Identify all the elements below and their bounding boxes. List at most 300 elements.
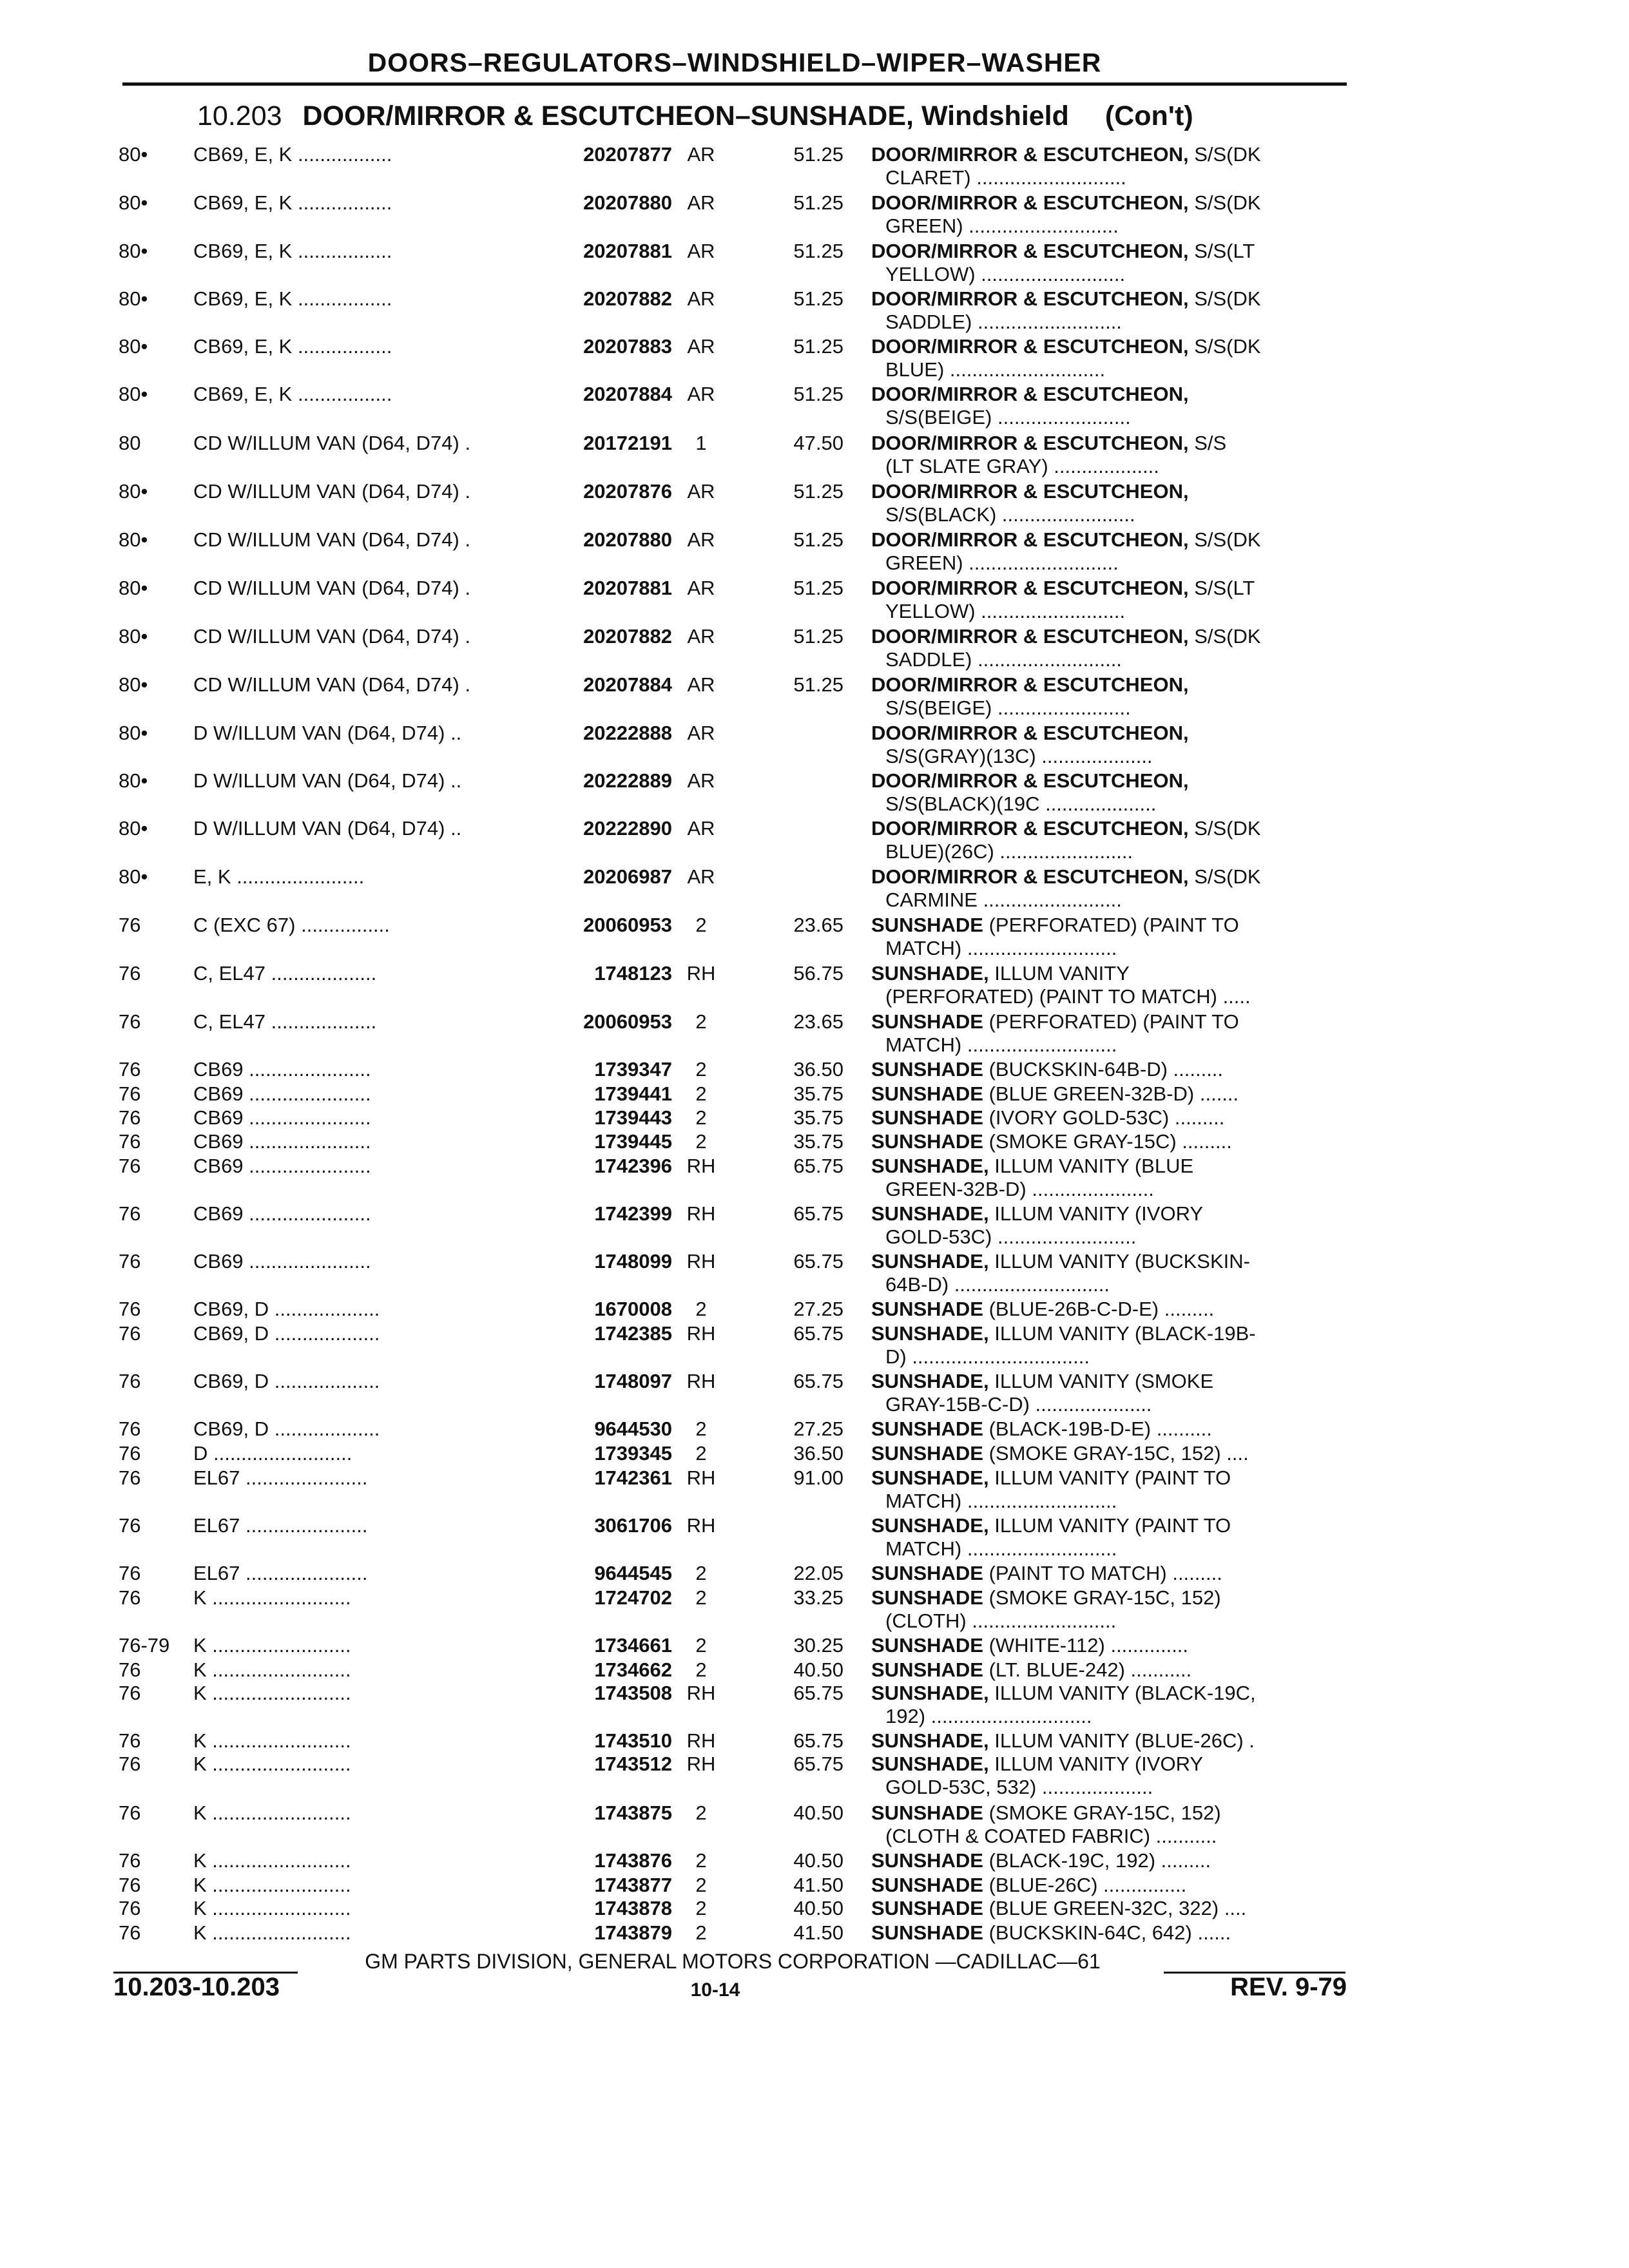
row-price: 40.50 — [793, 1849, 843, 1872]
row-quantity: RH — [686, 962, 716, 985]
table-row — [0, 914, 1629, 959]
table-row — [0, 1130, 1629, 1156]
row-description-continued: (CLOTH & COATED FABRIC) ........... — [885, 1825, 1217, 1847]
row-model: CB69 ...................... — [193, 1058, 371, 1081]
row-quantity: 2 — [695, 1298, 707, 1320]
row-price: 51.25 — [793, 577, 843, 599]
footer-section-range: 10.203-10.203 — [113, 1973, 280, 2001]
table-row — [0, 1586, 1629, 1632]
row-part-number: 1743877 — [594, 1874, 672, 1896]
row-model: K ......................... — [193, 1729, 351, 1752]
row-model: EL67 ...................... — [193, 1562, 368, 1584]
row-description: DOOR/MIRROR & ESCUTCHEON, S/S(DK — [871, 287, 1261, 310]
row-quantity: RH — [686, 1753, 716, 1775]
section-title: DOOR/MIRROR & ESCUTCHEON–SUNSHADE, — [302, 101, 914, 131]
row-model: K ......................... — [193, 1849, 351, 1872]
row-quantity: 2 — [695, 1897, 707, 1919]
row-model: D ......................... — [193, 1442, 352, 1465]
row-year: 76 — [119, 1753, 141, 1775]
row-price: 65.75 — [793, 1155, 843, 1177]
row-price: 65.75 — [793, 1250, 843, 1273]
row-model: EL67 ...................... — [193, 1466, 368, 1489]
table-row — [0, 1802, 1629, 1847]
row-year: 76 — [119, 1058, 141, 1081]
section-continued: (Con't) — [1104, 101, 1193, 131]
table-row — [0, 1897, 1629, 1923]
row-model: K ......................... — [193, 1897, 351, 1919]
table-row — [0, 625, 1629, 671]
row-quantity: 2 — [695, 1418, 707, 1440]
row-quantity: 2 — [695, 1586, 707, 1609]
row-year: 80• — [119, 577, 148, 599]
row-price: 51.25 — [793, 673, 843, 696]
row-price: 65.75 — [793, 1370, 843, 1392]
row-description: SUNSHADE (SMOKE GRAY-15C, 152) — [871, 1802, 1221, 1824]
row-quantity: RH — [686, 1322, 716, 1345]
row-year: 80• — [119, 383, 148, 405]
row-model: CB69, E, K ................. — [193, 383, 392, 405]
row-part-number: 1743875 — [594, 1802, 672, 1824]
table-row — [0, 1514, 1629, 1560]
row-quantity: 2 — [695, 1106, 707, 1129]
table-row — [0, 1753, 1629, 1798]
row-description: SUNSHADE, ILLUM VANITY (SMOKE — [871, 1370, 1214, 1392]
row-model: CB69, E, K ................. — [193, 191, 392, 214]
table-row — [0, 383, 1629, 428]
row-description: DOOR/MIRROR & ESCUTCHEON, S/S(LT — [871, 240, 1255, 262]
row-description-continued: MATCH) ........................... — [885, 937, 1117, 959]
row-price: 35.75 — [793, 1106, 843, 1129]
row-model: K ......................... — [193, 1634, 351, 1657]
row-part-number: 20207877 — [583, 143, 672, 166]
row-year: 80• — [119, 625, 148, 648]
row-description: DOOR/MIRROR & ESCUTCHEON, S/S(DK — [871, 191, 1261, 214]
row-model: CB69 ...................... — [193, 1106, 371, 1129]
row-description: SUNSHADE, ILLUM VANITY — [871, 962, 1130, 985]
table-row — [0, 1370, 1629, 1416]
row-description: SUNSHADE, ILLUM VANITY (IVORY — [871, 1753, 1204, 1775]
row-model: D W/ILLUM VAN (D64, D74) .. — [193, 817, 462, 840]
row-quantity: AR — [687, 528, 715, 551]
table-row — [0, 1682, 1629, 1727]
row-model: CB69, E, K ................. — [193, 240, 392, 262]
row-description-continued: BLUE) ............................ — [885, 358, 1106, 381]
row-part-number: 1748097 — [594, 1370, 672, 1392]
row-year: 76 — [119, 1562, 141, 1584]
table-row — [0, 962, 1629, 1008]
row-description-continued: SADDLE) .......................... — [885, 648, 1122, 671]
row-price: 41.50 — [793, 1874, 843, 1896]
row-price: 51.25 — [793, 480, 843, 503]
row-part-number: 20207883 — [583, 335, 672, 358]
row-model: CD W/ILLUM VAN (D64, D74) . — [193, 673, 471, 696]
row-quantity: RH — [686, 1250, 716, 1273]
row-part-number: 1743508 — [594, 1682, 672, 1704]
table-row — [0, 1874, 1629, 1899]
row-price: 65.75 — [793, 1322, 843, 1345]
row-year: 76 — [119, 1682, 141, 1704]
row-part-number: 1743876 — [594, 1849, 672, 1872]
row-year: 76 — [119, 1729, 141, 1752]
row-model: CB69, E, K ................. — [193, 143, 392, 166]
row-quantity: AR — [687, 480, 715, 503]
row-year: 76 — [119, 1010, 141, 1033]
row-quantity: AR — [687, 722, 715, 744]
row-price: 41.50 — [793, 1921, 843, 1944]
footer-revision: REV. 9-79 — [1230, 1973, 1347, 2001]
row-part-number: 1734661 — [594, 1634, 672, 1657]
row-quantity: AR — [687, 143, 715, 166]
row-quantity: RH — [686, 1682, 716, 1704]
row-model: CB69 ...................... — [193, 1250, 371, 1273]
row-description: SUNSHADE (BLUE GREEN-32B-D) ....... — [871, 1082, 1239, 1105]
row-model: CD W/ILLUM VAN (D64, D74) . — [193, 480, 471, 503]
table-row — [0, 1106, 1629, 1132]
row-year: 76 — [119, 1250, 141, 1273]
row-year: 76 — [119, 1082, 141, 1105]
table-row — [0, 1058, 1629, 1084]
row-price: 56.75 — [793, 962, 843, 985]
row-quantity: RH — [686, 1155, 716, 1177]
row-model: K ......................... — [193, 1682, 351, 1704]
row-part-number: 1743879 — [594, 1921, 672, 1944]
row-model: D W/ILLUM VAN (D64, D74) .. — [193, 722, 462, 744]
table-row — [0, 480, 1629, 526]
row-description-continued: MATCH) ........................... — [885, 1537, 1117, 1560]
row-description: DOOR/MIRROR & ESCUTCHEON, S/S(DK — [871, 335, 1261, 358]
row-quantity: 2 — [695, 1921, 707, 1944]
row-quantity: 2 — [695, 1082, 707, 1105]
table-row — [0, 1010, 1629, 1056]
row-part-number: 1742399 — [594, 1202, 672, 1225]
row-year: 80• — [119, 722, 148, 744]
row-description-continued: YELLOW) .......................... — [885, 263, 1126, 285]
table-row — [0, 1658, 1629, 1684]
row-description: SUNSHADE, ILLUM VANITY (BLACK-19C, — [871, 1682, 1256, 1704]
row-description: DOOR/MIRROR & ESCUTCHEON, — [871, 480, 1189, 503]
row-part-number: 1739345 — [594, 1442, 672, 1465]
row-model: EL67 ...................... — [193, 1514, 368, 1537]
table-row — [0, 1466, 1629, 1512]
row-model: CB69, E, K ................. — [193, 335, 392, 358]
row-price: 51.25 — [793, 335, 843, 358]
row-description-continued: D) ................................ — [885, 1345, 1090, 1368]
row-description-continued: S/S(BLACK)(19C .................... — [885, 793, 1157, 815]
row-year: 76 — [119, 1418, 141, 1440]
row-quantity: 2 — [695, 1058, 707, 1081]
row-quantity: RH — [686, 1514, 716, 1537]
row-description-continued: SADDLE) .......................... — [885, 311, 1122, 333]
table-row — [0, 287, 1629, 333]
row-description-continued: 64B-D) ............................ — [885, 1273, 1110, 1296]
row-price: 30.25 — [793, 1634, 843, 1657]
row-year: 76 — [119, 1155, 141, 1177]
row-part-number: 20207881 — [583, 240, 672, 262]
row-quantity: AR — [687, 335, 715, 358]
row-description: SUNSHADE (BLACK-19B-D-E) .......... — [871, 1418, 1212, 1440]
row-model: E, K ....................... — [193, 865, 365, 888]
row-model: K ......................... — [193, 1658, 351, 1681]
table-row — [0, 143, 1629, 189]
row-model: K ......................... — [193, 1921, 351, 1944]
row-part-number: 20207880 — [583, 528, 672, 551]
table-row — [0, 335, 1629, 381]
row-price: 51.25 — [793, 287, 843, 310]
row-part-number: 20060953 — [583, 914, 672, 936]
row-description-continued: GREEN) ........................... — [885, 552, 1119, 574]
row-model: CB69, D ................... — [193, 1322, 380, 1345]
table-row — [0, 1634, 1629, 1660]
table-row — [0, 1921, 1629, 1947]
row-description: DOOR/MIRROR & ESCUTCHEON, — [871, 383, 1189, 405]
row-part-number: 20207880 — [583, 191, 672, 214]
row-quantity: AR — [687, 577, 715, 599]
row-quantity: 2 — [695, 1634, 707, 1657]
row-description: SUNSHADE (BLACK-19C, 192) ......... — [871, 1849, 1211, 1872]
row-description: SUNSHADE (PERFORATED) (PAINT TO — [871, 1010, 1239, 1033]
row-model: C, EL47 ................... — [193, 1010, 377, 1033]
row-year: 76 — [119, 962, 141, 985]
row-price: 23.65 — [793, 1010, 843, 1033]
row-price: 51.25 — [793, 191, 843, 214]
row-model: C (EXC 67) ................ — [193, 914, 390, 936]
row-description: SUNSHADE (IVORY GOLD-53C) ......... — [871, 1106, 1225, 1129]
row-description: DOOR/MIRROR & ESCUTCHEON, S/S(DK — [871, 528, 1261, 551]
row-price: 40.50 — [793, 1802, 843, 1824]
section-subtitle: Windshield — [914, 101, 1069, 131]
row-quantity: AR — [687, 865, 715, 888]
row-year: 80• — [119, 240, 148, 262]
row-description: SUNSHADE (PAINT TO MATCH) ......... — [871, 1562, 1222, 1584]
row-price: 51.25 — [793, 143, 843, 166]
row-description: DOOR/MIRROR & ESCUTCHEON, — [871, 673, 1189, 696]
table-row — [0, 1202, 1629, 1248]
row-model: CB69, D ................... — [193, 1418, 380, 1440]
row-model: CD W/ILLUM VAN (D64, D74) . — [193, 625, 471, 648]
row-part-number: 1742385 — [594, 1322, 672, 1345]
table-row — [0, 577, 1629, 622]
row-model: D W/ILLUM VAN (D64, D74) .. — [193, 769, 462, 792]
row-description: DOOR/MIRROR & ESCUTCHEON, S/S — [871, 432, 1227, 454]
row-model: CB69 ...................... — [193, 1202, 371, 1225]
row-year: 76 — [119, 1874, 141, 1896]
row-description: SUNSHADE, ILLUM VANITY (BUCKSKIN- — [871, 1250, 1250, 1273]
row-description-continued: MATCH) ........................... — [885, 1033, 1117, 1056]
row-description: DOOR/MIRROR & ESCUTCHEON, S/S(DK — [871, 625, 1261, 648]
row-part-number: 20207881 — [583, 577, 672, 599]
row-part-number: 1670008 — [594, 1298, 672, 1320]
row-model: CB69, E, K ................. — [193, 287, 392, 310]
table-row — [0, 1322, 1629, 1368]
row-model: CD W/ILLUM VAN (D64, D74) . — [193, 577, 471, 599]
table-row — [0, 1729, 1629, 1755]
row-part-number: 20222889 — [583, 769, 672, 792]
row-part-number: 1743512 — [594, 1753, 672, 1775]
row-year: 80• — [119, 143, 148, 166]
row-year: 80• — [119, 287, 148, 310]
row-price: 40.50 — [793, 1897, 843, 1919]
row-quantity: 2 — [695, 1442, 707, 1465]
row-price: 65.75 — [793, 1202, 843, 1225]
row-part-number: 20207882 — [583, 287, 672, 310]
row-year: 76 — [119, 1298, 141, 1320]
row-part-number: 1742396 — [594, 1155, 672, 1177]
row-quantity: 2 — [695, 1802, 707, 1824]
row-quantity: AR — [687, 383, 715, 405]
row-model: C, EL47 ................... — [193, 962, 377, 985]
table-row — [0, 1442, 1629, 1468]
row-part-number: 20172191 — [583, 432, 672, 454]
row-year: 76-79 — [119, 1634, 170, 1657]
row-description-continued: GOLD-53C, 532) .................... — [885, 1776, 1153, 1798]
row-quantity: RH — [686, 1466, 716, 1489]
row-model: CB69 ...................... — [193, 1155, 371, 1177]
row-year: 76 — [119, 1442, 141, 1465]
row-price: 51.25 — [793, 240, 843, 262]
row-model: CB69 ...................... — [193, 1082, 371, 1105]
table-row — [0, 1155, 1629, 1200]
row-part-number: 1743878 — [594, 1897, 672, 1919]
row-quantity: RH — [686, 1729, 716, 1752]
table-row — [0, 240, 1629, 285]
row-model: K ......................... — [193, 1753, 351, 1775]
row-part-number: 20207882 — [583, 625, 672, 648]
row-description-continued: CLARET) ........................... — [885, 166, 1126, 189]
row-quantity: RH — [686, 1370, 716, 1392]
row-year: 76 — [119, 1897, 141, 1919]
row-description: DOOR/MIRROR & ESCUTCHEON, — [871, 722, 1189, 744]
row-year: 76 — [119, 1370, 141, 1392]
row-part-number: 20206987 — [583, 865, 672, 888]
row-price: 36.50 — [793, 1058, 843, 1081]
row-part-number: 20207884 — [583, 673, 672, 696]
row-model: K ......................... — [193, 1586, 351, 1609]
row-year: 76 — [119, 1130, 141, 1153]
table-row — [0, 722, 1629, 767]
row-price: 51.25 — [793, 383, 843, 405]
row-description-continued: S/S(BEIGE) ........................ — [885, 406, 1131, 428]
row-year: 76 — [119, 1586, 141, 1609]
row-description-continued: GRAY-15B-C-D) ..................... — [885, 1393, 1152, 1416]
row-description-continued: S/S(BLACK) ........................ — [885, 503, 1135, 526]
row-quantity: AR — [687, 191, 715, 214]
row-description: SUNSHADE (SMOKE GRAY-15C, 152) — [871, 1586, 1221, 1609]
row-description-continued: (CLOTH) .......................... — [885, 1610, 1117, 1632]
row-model: CB69, D ................... — [193, 1370, 380, 1392]
row-price: 27.25 — [793, 1298, 843, 1320]
table-row — [0, 1298, 1629, 1323]
row-description: SUNSHADE, ILLUM VANITY (PAINT TO — [871, 1514, 1231, 1537]
row-description-continued: YELLOW) .......................... — [885, 600, 1126, 622]
row-description: SUNSHADE (BUCKSKIN-64B-D) ......... — [871, 1058, 1224, 1081]
row-price: 51.25 — [793, 625, 843, 648]
row-quantity: 2 — [695, 1849, 707, 1872]
table-row — [0, 769, 1629, 815]
row-model: CD W/ILLUM VAN (D64, D74) . — [193, 432, 471, 454]
row-price: 65.75 — [793, 1753, 843, 1775]
table-row — [0, 1562, 1629, 1588]
row-quantity: 1 — [695, 432, 707, 454]
row-year: 76 — [119, 1802, 141, 1824]
row-description-continued: BLUE)(26C) ........................ — [885, 840, 1133, 863]
row-price: 91.00 — [793, 1466, 843, 1489]
row-year: 76 — [119, 1514, 141, 1537]
row-description: DOOR/MIRROR & ESCUTCHEON, — [871, 769, 1189, 792]
row-description: SUNSHADE (LT. BLUE-242) ........... — [871, 1658, 1192, 1681]
row-price: 65.75 — [793, 1729, 843, 1752]
row-quantity: AR — [687, 673, 715, 696]
table-row — [0, 865, 1629, 911]
row-year: 76 — [119, 1466, 141, 1489]
row-description-continued: GREEN) ........................... — [885, 215, 1119, 237]
table-row — [0, 1418, 1629, 1443]
row-quantity: RH — [686, 1202, 716, 1225]
row-part-number: 9644530 — [594, 1418, 672, 1440]
table-row — [0, 191, 1629, 237]
row-part-number: 3061706 — [594, 1514, 672, 1537]
row-description: SUNSHADE (PERFORATED) (PAINT TO — [871, 914, 1239, 936]
table-row — [0, 817, 1629, 863]
table-row — [0, 1250, 1629, 1296]
row-description: DOOR/MIRROR & ESCUTCHEON, S/S(DK — [871, 865, 1261, 888]
row-description: SUNSHADE, ILLUM VANITY (IVORY — [871, 1202, 1204, 1225]
row-description: DOOR/MIRROR & ESCUTCHEON, S/S(DK — [871, 817, 1261, 840]
row-quantity: AR — [687, 769, 715, 792]
row-price: 51.25 — [793, 528, 843, 551]
row-description: DOOR/MIRROR & ESCUTCHEON, S/S(LT — [871, 577, 1255, 599]
row-description-continued: (PERFORATED) (PAINT TO MATCH) ..... — [885, 985, 1251, 1008]
table-row — [0, 1849, 1629, 1875]
section-number: 10.203 — [197, 101, 282, 131]
row-model: CB69 ...................... — [193, 1130, 371, 1153]
row-description-continued: S/S(GRAY)(13C) .................... — [885, 745, 1153, 767]
row-price: 33.25 — [793, 1586, 843, 1609]
row-year: 80• — [119, 528, 148, 551]
row-part-number: 20222890 — [583, 817, 672, 840]
row-model: K ......................... — [193, 1802, 351, 1824]
row-description-continued: 192) ............................. — [885, 1705, 1092, 1727]
row-year: 80• — [119, 865, 148, 888]
row-part-number: 1742361 — [594, 1466, 672, 1489]
row-part-number: 20060953 — [583, 1010, 672, 1033]
row-price: 22.05 — [793, 1562, 843, 1584]
row-part-number: 1739443 — [594, 1106, 672, 1129]
row-year: 76 — [119, 1322, 141, 1345]
row-description: SUNSHADE, ILLUM VANITY (PAINT TO — [871, 1466, 1231, 1489]
row-part-number: 20207884 — [583, 383, 672, 405]
row-description-continued: S/S(BEIGE) ........................ — [885, 697, 1131, 719]
row-part-number: 1739441 — [594, 1082, 672, 1105]
row-description: DOOR/MIRROR & ESCUTCHEON, S/S(DK — [871, 143, 1261, 166]
table-row — [0, 528, 1629, 574]
row-year: 80• — [119, 673, 148, 696]
row-quantity: 2 — [695, 1874, 707, 1896]
row-description-continued: MATCH) ........................... — [885, 1490, 1117, 1512]
footer-publisher: GM PARTS DIVISION, GENERAL MOTORS CORPORATION —CADILLAC—61 — [365, 1950, 1101, 1973]
table-row — [0, 1082, 1629, 1108]
row-price: 36.50 — [793, 1442, 843, 1465]
row-year: 76 — [119, 1658, 141, 1681]
row-price: 35.75 — [793, 1130, 843, 1153]
row-part-number: 1748099 — [594, 1250, 672, 1273]
row-description: SUNSHADE (BUCKSKIN-64C, 642) ...... — [871, 1921, 1231, 1944]
row-price: 40.50 — [793, 1658, 843, 1681]
row-price: 35.75 — [793, 1082, 843, 1105]
row-part-number: 1734662 — [594, 1658, 672, 1681]
row-price: 47.50 — [793, 432, 843, 454]
row-quantity: 2 — [695, 1658, 707, 1681]
page-header-title: DOORS–REGULATORS–WINDSHIELD–WIPER–WASHER — [367, 48, 1102, 77]
